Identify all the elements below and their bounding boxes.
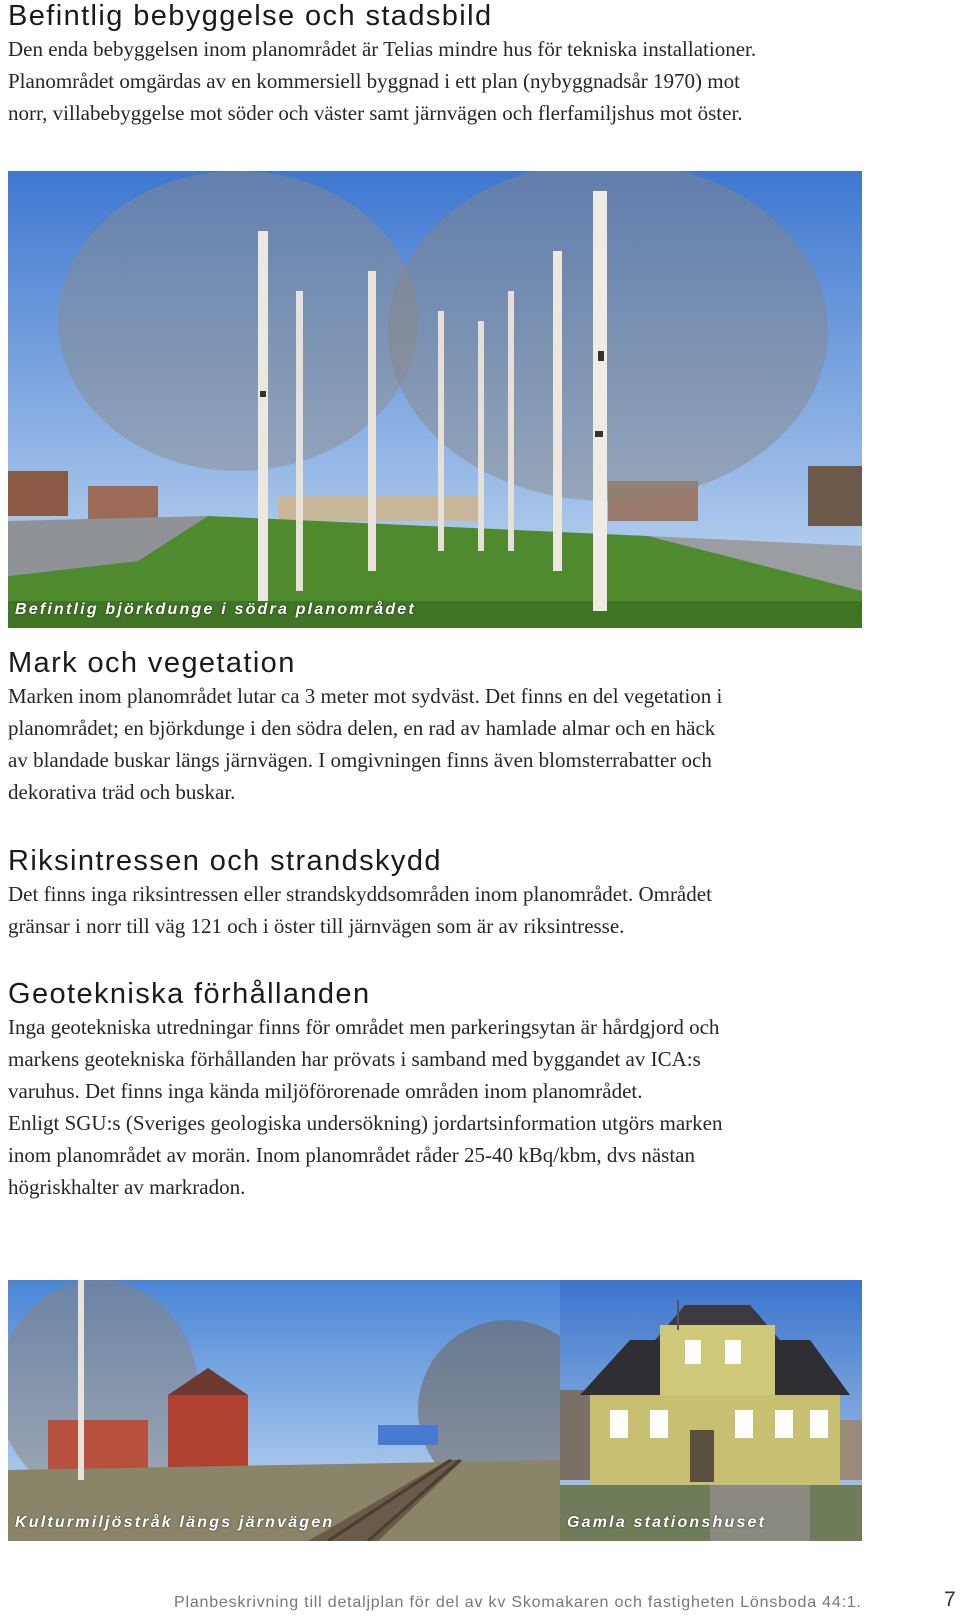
railway-image xyxy=(8,1280,560,1541)
paragraph-line: norr, villabebyggelse mot söder och väster samt järnvägen och flerfamiljshus mot öster. xyxy=(8,101,743,125)
paragraph-line: av blandade buskar längs järnvägen. I omgivningen finns även blomsterrabatter och xyxy=(8,748,712,772)
page-footer: Planbeskrivning till detaljplan för del av kv Skomakaren och fastigheten Lönsboda 44:1. xyxy=(174,1594,862,1611)
section-riksintressen xyxy=(8,845,868,942)
paragraph-line: Marken inom planområdet lutar ca 3 meter mot sydväst. Det finns en del vegetation i xyxy=(8,684,723,708)
paragraph-line: markens geotekniska förhållanden har prövats i samband med byggandet av ICA:s xyxy=(8,1047,701,1071)
paragraph-line: planområdet; en björkdunge i den södra delen, en rad av hamlade almar och en häck xyxy=(8,716,716,740)
paragraph-line: Planområdet omgärdas av en kommersiell byggnad i ett plan (nybyggnadsår 1970) mot xyxy=(8,69,740,93)
photo-birch-grove xyxy=(8,171,862,628)
paragraph-line: varuhus. Det finns inga kända miljöförorenade områden inom planområdet. xyxy=(8,1079,643,1103)
heading-bebyggelse: Befintlig bebyggelse och stadsbild xyxy=(8,0,493,32)
paragraph-line: Inga geotekniska utredningar finns för området men parkeringsytan är hårdgjord och xyxy=(8,1015,720,1039)
paragraph-line: högriskhalter av markradon. xyxy=(8,1175,246,1199)
caption-birch-grove: Befintlig björkdunge i södra planområdet xyxy=(15,601,416,618)
paragraph-line: dekorativa träd och buskar. xyxy=(8,780,236,804)
page-number: 7 xyxy=(944,1588,956,1611)
station-house-image xyxy=(560,1280,862,1541)
photo-station-house xyxy=(560,1280,862,1541)
caption-railway: Kulturmiljöstråk längs järnvägen xyxy=(15,1514,335,1531)
paragraph-line: Det finns inga riksintressen eller strandskyddsområden inom planområdet. Området xyxy=(8,882,712,906)
caption-station-house: Gamla stationshuset xyxy=(567,1514,767,1531)
birch-grove-image xyxy=(8,171,862,628)
section-befintlig-bebyggelse xyxy=(8,0,868,129)
heading-geoteknik: Geotekniska förhållanden xyxy=(8,978,371,1010)
paragraph-line: Den enda bebyggelsen inom planområdet är Telias mindre hus för tekniska installationer. xyxy=(8,37,757,61)
heading-vegetation: Mark och vegetation xyxy=(8,647,296,679)
heading-riksintressen: Riksintressen och strandskydd xyxy=(8,845,442,877)
photo-railway xyxy=(8,1280,560,1541)
paragraph-line: inom planområdet av morän. Inom planområdet råder 25-40 kBq/kbm, dvs nästan xyxy=(8,1143,696,1167)
paragraph-line: gränsar i norr till väg 121 och i öster till järnvägen som är av riksintresse. xyxy=(8,914,625,938)
paragraph-line: Enligt SGU:s (Sveriges geologiska undersökning) jordartsinformation utgörs marken xyxy=(8,1111,723,1135)
section-mark-och-vegetation xyxy=(8,647,868,808)
section-geotekniska xyxy=(8,978,868,1203)
